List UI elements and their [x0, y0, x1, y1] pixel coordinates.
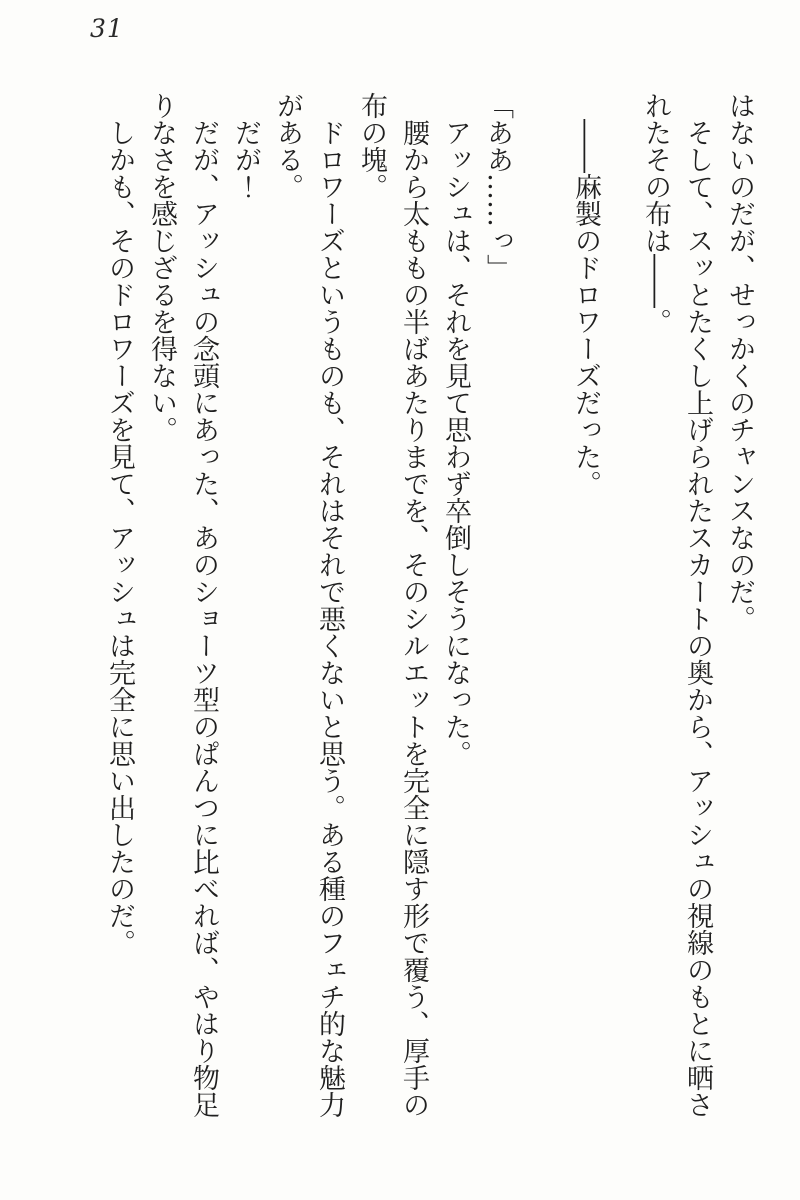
paragraph: ――麻製のドロワーズだった。: [570, 119, 601, 497]
paragraph: だが、アッシュの念頭にあった、あのショーツ型のぱんつに比べれば、やはり物足りなさを感じざるを得ない。: [146, 92, 219, 1118]
paragraph: はないのだが、せっかくのチャンスなのだ。: [724, 92, 755, 632]
paragraph: アッシュは、それを見て思わず卒倒しそうになった。: [440, 119, 471, 767]
paragraph: ドロワーズというものも、それはそれで悪くないと思う。ある種のフェチ的な魅力がある。: [272, 92, 345, 1118]
text-body: [98, 92, 760, 1118]
paragraph: だが！: [230, 119, 261, 200]
paragraph: そして、スッとたくし上げられたスカートの奥から、アッシュの視線のもとに晒されたその布は――。: [640, 92, 713, 1118]
paragraph: しかも、そのドロワーズを見て、アッシュは完全に思い出したのだ。: [104, 119, 135, 956]
paragraph: 腰から太ももの半ばあたりまでを、そのシルエットを完全に隠す形で覆う、厚手の布の塊。: [356, 92, 429, 1118]
page-number: 31: [90, 14, 124, 43]
paragraph: 「ああ……っ」: [482, 92, 513, 281]
